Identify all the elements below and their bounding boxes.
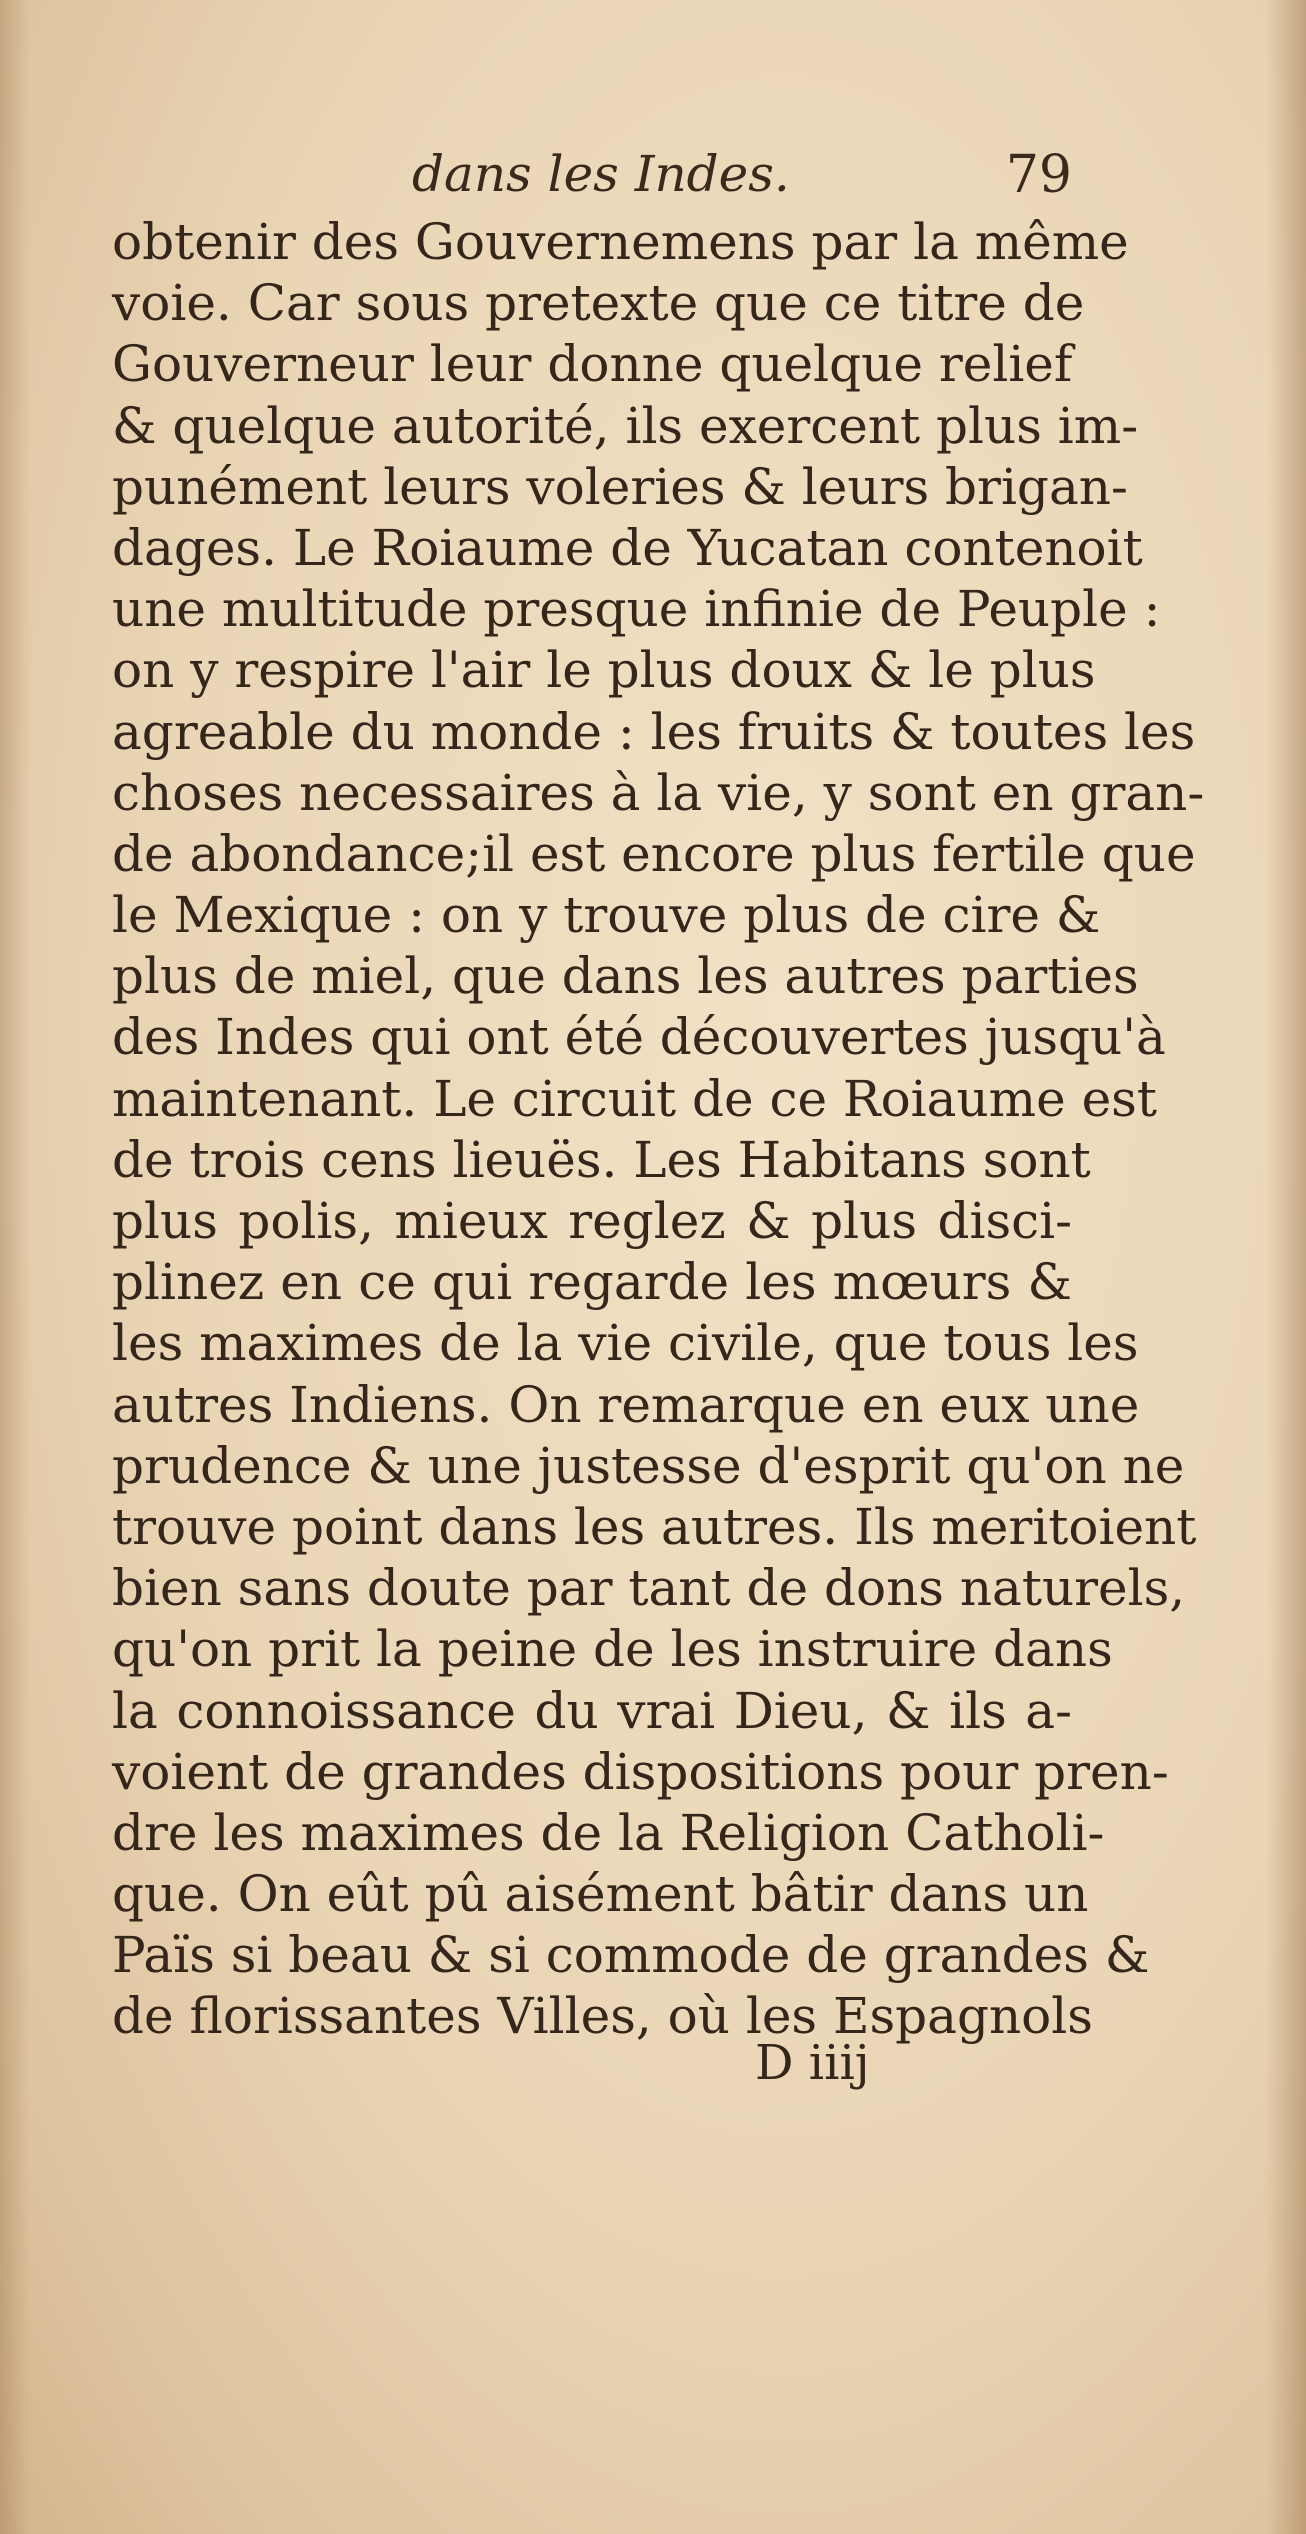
text-line: les maximes de la vie civile, que tous les [112,1314,1139,1373]
text-line: voie. Car sous pretexte que ce titre de [112,274,1085,333]
text-line: agreable du monde : les fruits & toutes les [112,702,1196,761]
text-line: obtenir des Gouvernemens par la même [112,213,1129,271]
text-line: maintenant. Le circuit de ce Roiaume est [112,1069,1157,1128]
text-line: qu'on prit la peine de les instruire dans [112,1620,1113,1679]
running-head [112,145,1072,215]
page-number: 79 [1005,145,1072,205]
text-line: le Mexique : on y trouve plus de cire & [112,886,1101,945]
text-line: & quelque autorité, ils exercent plus im- [112,396,1139,455]
text-line: punément leurs voleries & leurs brigan- [112,457,1128,516]
text-line: Païs si beau & si commode de grandes & [112,1926,1150,1985]
text-line: de trois cens lieuës. Les Habitans sont [112,1130,1091,1189]
text-line: plinez en ce qui regarde les mœurs & [112,1253,1072,1312]
text-line: plus polis, mieux reglez & plus disci- [112,1192,1072,1250]
text-line: une multitude presque infinie de Peuple : [112,580,1161,639]
text-line: la connoissance du vrai Dieu, & ils a- [112,1681,1072,1740]
text-line: voient de grandes dispositions pour pren- [112,1742,1169,1801]
text-line: on y respire l'air le plus doux & le plus [112,641,1096,700]
text-line: bien sans doute par tant de dons naturels, [112,1559,1186,1618]
body-text [112,212,1205,2048]
text-line: choses necessaires à la vie, y sont en gran- [112,763,1205,822]
text-line: de abondance;il est encore plus fertile que [112,824,1196,883]
text-line: des Indes qui ont été découvertes jusqu'à [112,1008,1166,1067]
text-line: que. On eût pû aisément bâtir dans un [112,1865,1089,1924]
text-line: trouve point dans les autres. Ils meritoient [112,1497,1197,1556]
text-line: dre les maximes de la Religion Catholi- [112,1803,1105,1862]
text-line: dages. Le Roiaume de Yucatan contenoit [112,518,1143,577]
running-head-title: dans les Indes. [412,145,790,203]
text-line: plus de miel, que dans les autres parties [112,947,1139,1006]
text-line: prudence & une justesse d'esprit qu'on ne [112,1436,1185,1495]
text-line: de florissantes Villes, où les Espagnols [112,1987,1093,2046]
text-line: Gouverneur leur donne quelque relief [112,335,1073,394]
signature-mark: D iiij [755,2035,870,2091]
text-line: autres Indiens. On remarque en eux une [112,1375,1140,1434]
